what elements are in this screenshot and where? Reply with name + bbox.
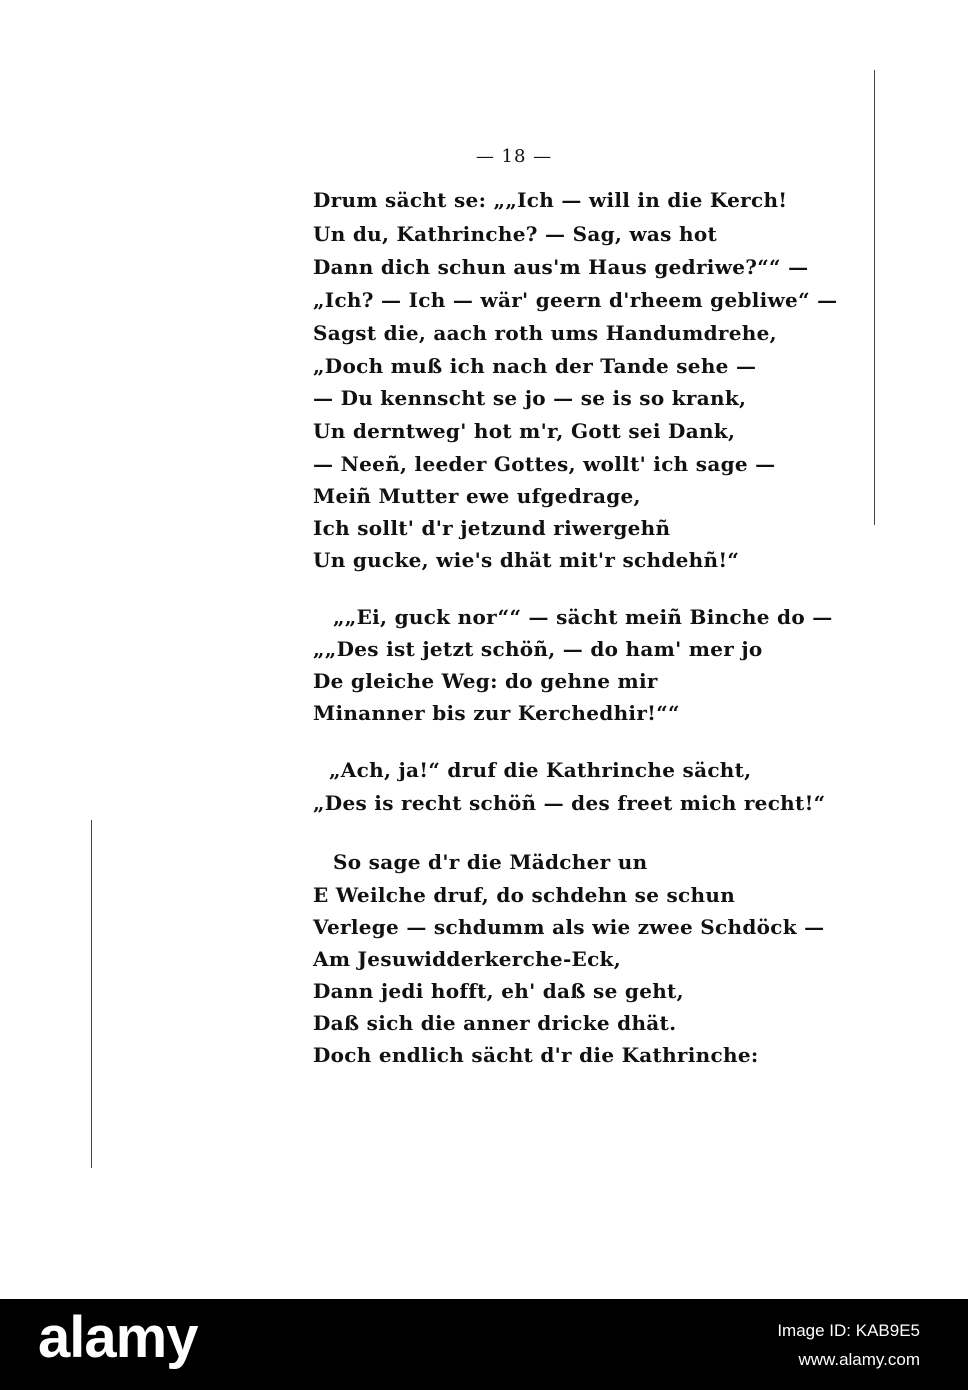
poem-line: Un derntweg' hot m'r, Gott sei Dank,: [313, 419, 736, 443]
poem-line: Sagst die, aach roth ums Handumdrehe,: [313, 321, 777, 345]
poem-line: Meiñ Mutter ewe ufgedrage,: [313, 484, 641, 508]
poem-line: E Weilche druf, do schdehn se schun: [313, 883, 736, 907]
poem-line: Ich sollt' d'r jetzund riwergehñ: [313, 516, 671, 540]
image-id-label: Image ID: KAB9E5: [777, 1321, 920, 1340]
alamy-logo: alamy: [38, 1305, 198, 1370]
poem-line: Daß sich die anner dricke dhät.: [313, 1011, 677, 1035]
poem-line: „„Ei, guck nor““ — sächt meiñ Binche do —: [333, 605, 833, 629]
poem-line: „Des is recht schöñ — des freet mich recht!“: [313, 791, 826, 815]
scan-edge-line: [91, 820, 92, 1168]
poem-line: Doch endlich sächt d'r die Kathrinche:: [313, 1043, 759, 1067]
poem-line: Dann jedi hofft, eh' daß se geht,: [313, 979, 684, 1003]
poem-line: Un gucke, wie's dhät mit'r schdehñ!“: [313, 548, 740, 572]
poem-line: „„Des ist jetzt schöñ, — do ham' mer jo: [313, 637, 763, 661]
poem-line: — Du kennscht se jo — se is so krank,: [313, 386, 747, 410]
poem-line: De gleiche Weg: do gehne mir: [313, 669, 658, 693]
poem-line: Minanner bis zur Kerchedhir!““: [313, 701, 680, 725]
poem-line: „Doch muß ich nach der Tande sehe —: [313, 354, 757, 378]
poem-line: So sage d'r die Mädcher un: [333, 850, 648, 874]
poem-line: „Ich? — Ich — wär' geern d'rheem gebliwe“ —: [313, 288, 838, 312]
page-number: — 18 —: [475, 146, 553, 167]
scan-edge-line: [874, 70, 875, 525]
site-url-label: www.alamy.com: [798, 1350, 920, 1369]
watermark-footer: [0, 1299, 968, 1390]
poem-line: Un du, Kathrinche? — Sag, was hot: [313, 222, 718, 246]
poem-line: — Neeñ, leeder Gottes, wollt' ich sage —: [313, 452, 776, 476]
poem-line: Dann dich schun aus'm Haus gedriwe?““ —: [313, 255, 809, 279]
poem-line: „Ach, ja!“ druf die Kathrinche sächt,: [329, 758, 752, 782]
poem-line: Verlege — schdumm als wie zwee Schdöck —: [313, 915, 825, 939]
poem-line: Am Jesuwidderkerche-Eck,: [313, 947, 621, 971]
poem-line: Drum sächt se: „„Ich — will in die Kerch!: [313, 188, 788, 212]
